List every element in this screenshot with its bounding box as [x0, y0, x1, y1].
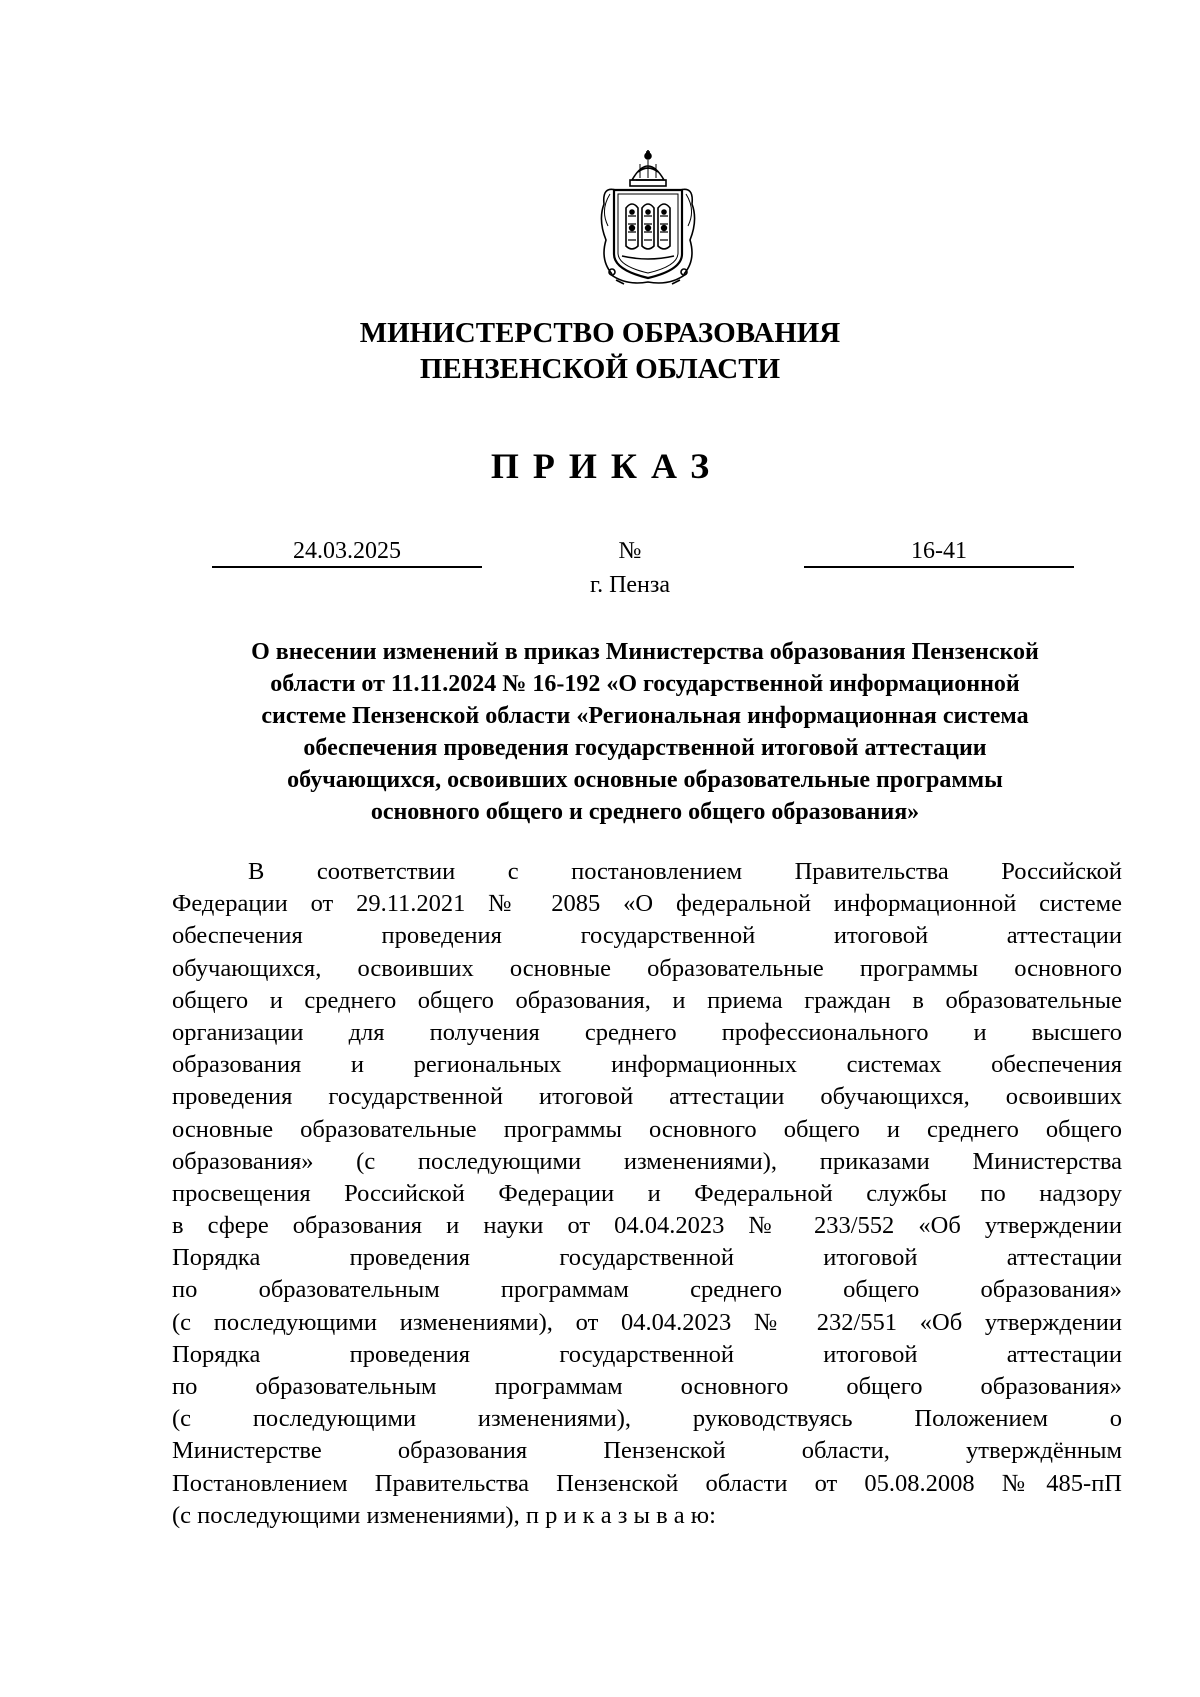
ministry-name-line1: МИНИСТЕРСТВО ОБРАЗОВАНИЯ — [359, 317, 841, 349]
body-line: по образовательным программам среднего общего образования» — [172, 1276, 1122, 1304]
subject-line: области от 11.11.2024 № 16-192 «О государственной информационной — [270, 671, 1020, 697]
body-line: Федерации от 29.11.2021 № 2085 «О федеральной информационной системе — [172, 890, 1122, 918]
body-line: образования и региональных информационных системах обеспечения — [172, 1051, 1122, 1079]
body-line: организации для получения среднего профессионального и высшего — [172, 1018, 1122, 1046]
body-line: (с последующими изменениями), от 04.04.2023 № 232/551 «Об утверждении — [172, 1308, 1122, 1336]
body-line: проведения государственной итоговой аттестации обучающихся, освоивших — [172, 1083, 1122, 1111]
body-line: обеспечения проведения государственной итоговой аттестации — [172, 922, 1122, 950]
number-sign: № — [618, 538, 642, 564]
order-number: 16-41 — [804, 536, 1074, 568]
body-line: Министерстве образования Пензенской области, утверждённым — [172, 1437, 1122, 1465]
body-line: (с последующими изменениями), п р и к а з ы в а ю: — [172, 1501, 716, 1529]
preamble-paragraph — [172, 856, 1122, 1532]
order-date: 24.03.2025 — [212, 536, 482, 568]
body-line: общего и среднего общего образования, и приема граждан в образовательные — [172, 986, 1122, 1014]
coat-of-arms-icon — [596, 150, 700, 288]
body-line: образования» (с последующими изменениями), приказами Министерства — [172, 1147, 1122, 1175]
body-line: Постановлением Правительства Пензенской области от 05.08.2008 №485-пП — [172, 1469, 1122, 1497]
ministry-name-line2: ПЕНЗЕНСКОЙ ОБЛАСТИ — [419, 353, 781, 385]
order-subject — [150, 636, 1140, 828]
subject-line: основного общего и среднего общего образования» — [370, 799, 920, 825]
document-type-title: ПРИКАЗ — [490, 446, 724, 486]
body-line: основные образовательные программы основного общего и среднего общего — [172, 1115, 1122, 1143]
subject-line: О внесении изменений в приказ Министерства образования Пензенской — [251, 639, 1039, 665]
body-line: Порядка проведения государственной итоговой аттестации — [172, 1244, 1122, 1272]
body-line: обучающихся, освоивших основные образовательные программы основного — [172, 954, 1122, 982]
subject-line: обучающихся, освоивших основные образовательные программы — [287, 767, 1003, 793]
body-line: просвещения Российской Федерации и Федеральной службы по надзору — [172, 1179, 1122, 1207]
subject-line: системе Пензенской области «Региональная информационная система — [261, 703, 1029, 729]
body-line: В соответствии с постановлением Правительства Российской — [248, 858, 1122, 885]
body-line: (с последующими изменениями), руководствуясь Положением о — [172, 1405, 1122, 1433]
body-line: по образовательным программам основного общего образования» — [172, 1373, 1122, 1400]
subject-line: обеспечения проведения государственной итоговой аттестации — [303, 735, 987, 761]
city-label: г. Пенза — [589, 572, 671, 598]
body-line: Порядка проведения государственной итоговой аттестации — [172, 1340, 1122, 1368]
body-line: в сфере образования и науки от 04.04.2023 № 233/552 «Об утверждении — [172, 1212, 1122, 1240]
